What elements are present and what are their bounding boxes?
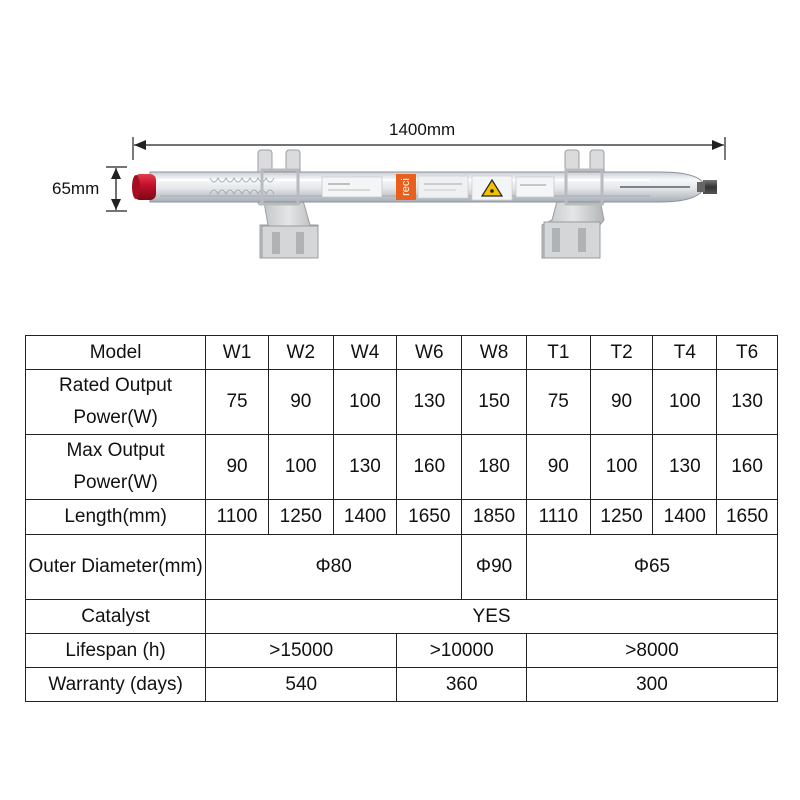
rated-power-cell: 75 — [206, 370, 269, 435]
diameter-dimension-label: 65mm — [52, 179, 100, 198]
rated-power-cell: 100 — [653, 370, 717, 435]
length-cell: 1650 — [717, 500, 778, 535]
laser-tube-illustration — [0, 0, 800, 320]
laser-warning-label — [472, 176, 512, 200]
catalyst-cell: YES — [206, 600, 778, 634]
model-cell: W4 — [333, 336, 397, 370]
rated-power-cell: 90 — [590, 370, 653, 435]
rated-power-cell: 150 — [462, 370, 527, 435]
row-label-model: Model — [26, 336, 206, 370]
length-cell: 1400 — [653, 500, 717, 535]
warranty-cell: 540 — [206, 668, 397, 702]
lifespan-cell: >8000 — [526, 634, 777, 668]
spec-table — [25, 335, 778, 702]
diameter-dimension-line — [106, 167, 127, 211]
model-cell: T6 — [717, 336, 778, 370]
brand-label — [396, 174, 468, 200]
row-label-rated-power: Rated Output Power(W) — [26, 370, 206, 435]
length-cell: 1250 — [268, 500, 333, 535]
tube-label-white — [322, 177, 382, 197]
rated-power-cell: 75 — [526, 370, 590, 435]
row-label-length: Length(mm) — [26, 500, 206, 535]
length-dimension-label: 1400mm — [389, 120, 456, 139]
max-power-cell: 100 — [590, 435, 653, 500]
table-row-length — [26, 500, 778, 535]
warranty-cell: 360 — [397, 668, 527, 702]
warranty-cell: 300 — [526, 668, 777, 702]
row-label-catalyst: Catalyst — [26, 600, 206, 634]
row-label-outer-diameter: Outer Diameter(mm) — [26, 535, 206, 600]
outer-diameter-cell: Φ65 — [526, 535, 777, 600]
model-cell: W8 — [462, 336, 527, 370]
model-cell: W6 — [397, 336, 462, 370]
row-label-max-power: Max Output Power(W) — [26, 435, 206, 500]
length-cell: 1850 — [462, 500, 527, 535]
row-label-warranty: Warranty (days) — [26, 668, 206, 702]
rated-power-cell: 130 — [717, 370, 778, 435]
model-cell: T4 — [653, 336, 717, 370]
table-row-max-power — [26, 435, 778, 500]
model-cell: W2 — [268, 336, 333, 370]
max-power-cell: 160 — [717, 435, 778, 500]
red-end-cap — [132, 174, 156, 200]
lifespan-cell: >15000 — [206, 634, 397, 668]
right-electrode-fitting — [697, 180, 717, 194]
max-power-cell: 130 — [653, 435, 717, 500]
outer-diameter-cell: Φ80 — [206, 535, 462, 600]
tube-label-right — [516, 177, 554, 197]
model-cell: T2 — [590, 336, 653, 370]
outer-diameter-cell: Φ90 — [462, 535, 527, 600]
length-cell: 1110 — [526, 500, 590, 535]
row-label-lifespan: Lifespan (h) — [26, 634, 206, 668]
length-cell: 1400 — [333, 500, 397, 535]
table-row-rated-power — [26, 370, 778, 435]
max-power-cell: 160 — [397, 435, 462, 500]
table-row-catalyst — [26, 600, 778, 634]
rated-power-cell: 130 — [397, 370, 462, 435]
length-cell: 1250 — [590, 500, 653, 535]
rated-power-cell: 100 — [333, 370, 397, 435]
laser-tube-figure — [0, 0, 800, 320]
table-row-model — [26, 336, 778, 370]
model-cell: W1 — [206, 336, 269, 370]
lifespan-cell: >10000 — [397, 634, 527, 668]
length-cell: 1100 — [206, 500, 269, 535]
max-power-cell: 90 — [526, 435, 590, 500]
max-power-cell: 180 — [462, 435, 527, 500]
max-power-cell: 130 — [333, 435, 397, 500]
table-row-warranty — [26, 668, 778, 702]
rated-power-cell: 90 — [268, 370, 333, 435]
length-dimension-line — [133, 137, 725, 160]
table-row-outer-diameter — [26, 535, 778, 600]
length-cell: 1650 — [397, 500, 462, 535]
max-power-cell: 100 — [268, 435, 333, 500]
max-power-cell: 90 — [206, 435, 269, 500]
model-cell: T1 — [526, 336, 590, 370]
brand-logo: reci — [400, 178, 412, 196]
table-row-lifespan — [26, 634, 778, 668]
